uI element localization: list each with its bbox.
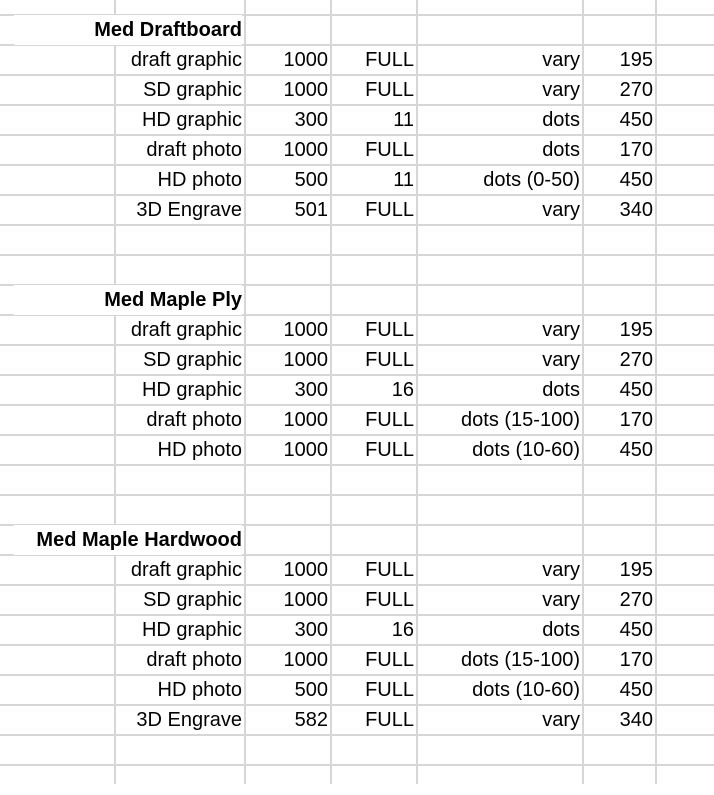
- detail-cell[interactable]: [418, 765, 580, 795]
- mode-cell[interactable]: [116, 765, 242, 795]
- mode-cell[interactable]: HD graphic: [141, 109, 242, 131]
- speed-cell[interactable]: FULL: [365, 559, 414, 581]
- speed-cell[interactable]: 11: [393, 169, 414, 191]
- detail-cell[interactable]: vary: [542, 589, 580, 611]
- power-cell[interactable]: [246, 255, 328, 285]
- time-cell[interactable]: 195: [619, 559, 653, 581]
- mode-cell[interactable]: SD graphic: [143, 79, 242, 101]
- mode-cell[interactable]: 3D Engrave: [136, 199, 242, 221]
- power-cell[interactable]: 1000: [283, 319, 328, 341]
- mode-cell[interactable]: HD photo: [157, 169, 242, 191]
- detail-cell[interactable]: [418, 255, 580, 285]
- time-cell[interactable]: 270: [619, 349, 653, 371]
- power-cell[interactable]: 1000: [283, 649, 328, 671]
- material-header-cell[interactable]: Med Maple Hardwood: [14, 525, 242, 555]
- detail-cell[interactable]: dots: [542, 379, 580, 401]
- power-cell[interactable]: 501: [294, 199, 328, 221]
- power-cell[interactable]: 1000: [283, 79, 328, 101]
- time-cell[interactable]: 450: [619, 439, 653, 461]
- detail-cell[interactable]: dots: [542, 139, 580, 161]
- material-header-cell[interactable]: Med Draftboard: [14, 15, 242, 45]
- time-cell[interactable]: 340: [619, 709, 653, 731]
- detail-cell[interactable]: vary: [542, 709, 580, 731]
- speed-cell[interactable]: [332, 735, 414, 765]
- detail-cell[interactable]: dots (15-100): [461, 649, 580, 671]
- time-cell[interactable]: 170: [619, 139, 653, 161]
- mode-cell[interactable]: draft photo: [146, 409, 242, 431]
- detail-cell[interactable]: vary: [542, 559, 580, 581]
- speed-cell[interactable]: [332, 765, 414, 795]
- speed-cell[interactable]: [332, 465, 414, 495]
- material-header-cell[interactable]: Med Maple Ply: [14, 285, 242, 315]
- time-cell[interactable]: 340: [619, 199, 653, 221]
- power-cell[interactable]: 1000: [283, 559, 328, 581]
- speed-cell[interactable]: [332, 255, 414, 285]
- mode-cell[interactable]: HD photo: [157, 439, 242, 461]
- time-cell[interactable]: [584, 465, 653, 495]
- mode-cell[interactable]: draft photo: [146, 649, 242, 671]
- time-cell[interactable]: 270: [619, 79, 653, 101]
- power-cell[interactable]: [246, 495, 328, 525]
- power-cell[interactable]: 300: [294, 379, 328, 401]
- speed-cell[interactable]: FULL: [365, 79, 414, 101]
- time-cell[interactable]: [584, 495, 653, 525]
- detail-cell[interactable]: [418, 225, 580, 255]
- time-cell[interactable]: 450: [619, 619, 653, 641]
- mode-cell[interactable]: [116, 255, 242, 285]
- power-cell[interactable]: 500: [294, 169, 328, 191]
- detail-cell[interactable]: vary: [542, 349, 580, 371]
- time-cell[interactable]: 450: [619, 679, 653, 701]
- power-cell[interactable]: 500: [294, 679, 328, 701]
- power-cell[interactable]: 1000: [283, 439, 328, 461]
- mode-cell[interactable]: HD graphic: [141, 619, 242, 641]
- mode-cell[interactable]: SD graphic: [143, 349, 242, 371]
- time-cell[interactable]: 195: [619, 49, 653, 71]
- mode-cell[interactable]: HD graphic: [141, 379, 242, 401]
- time-cell[interactable]: 170: [619, 649, 653, 671]
- power-cell[interactable]: [246, 735, 328, 765]
- power-cell[interactable]: 1000: [283, 349, 328, 371]
- speed-cell[interactable]: 16: [391, 619, 414, 641]
- detail-cell[interactable]: dots (0-50): [483, 169, 580, 191]
- detail-cell[interactable]: vary: [542, 199, 580, 221]
- mode-cell[interactable]: HD photo: [157, 679, 242, 701]
- speed-cell[interactable]: 11: [393, 109, 414, 131]
- speed-cell[interactable]: FULL: [365, 409, 414, 431]
- speed-cell[interactable]: FULL: [365, 439, 414, 461]
- grid-column-line: [655, 0, 657, 784]
- mode-cell[interactable]: [116, 735, 242, 765]
- time-cell[interactable]: 450: [619, 379, 653, 401]
- detail-cell[interactable]: dots (10-60): [472, 679, 580, 701]
- speed-cell[interactable]: 16: [391, 379, 414, 401]
- speed-cell[interactable]: FULL: [365, 139, 414, 161]
- detail-cell[interactable]: vary: [542, 319, 580, 341]
- detail-cell[interactable]: dots (15-100): [461, 409, 580, 431]
- power-cell[interactable]: [246, 225, 328, 255]
- mode-cell[interactable]: [116, 465, 242, 495]
- detail-cell[interactable]: vary: [542, 79, 580, 101]
- time-cell[interactable]: [584, 255, 653, 285]
- time-cell[interactable]: 450: [619, 169, 653, 191]
- detail-cell[interactable]: [418, 735, 580, 765]
- power-cell[interactable]: 1000: [283, 589, 328, 611]
- mode-cell[interactable]: draft graphic: [130, 319, 242, 341]
- detail-cell[interactable]: [418, 495, 580, 525]
- mode-cell[interactable]: draft photo: [146, 139, 242, 161]
- speed-cell[interactable]: [332, 225, 414, 255]
- power-cell[interactable]: 582: [294, 709, 328, 731]
- power-cell[interactable]: 300: [294, 619, 328, 641]
- mode-cell[interactable]: 3D Engrave: [136, 709, 242, 731]
- power-cell[interactable]: [246, 465, 328, 495]
- detail-cell[interactable]: dots: [542, 619, 580, 641]
- mode-cell[interactable]: [116, 495, 242, 525]
- time-cell[interactable]: 270: [619, 589, 653, 611]
- speed-cell[interactable]: FULL: [365, 49, 414, 71]
- power-cell[interactable]: 1000: [283, 409, 328, 431]
- power-cell[interactable]: 300: [294, 109, 328, 131]
- time-cell[interactable]: [584, 765, 653, 795]
- mode-cell[interactable]: draft graphic: [130, 49, 242, 71]
- speed-cell[interactable]: FULL: [365, 709, 414, 731]
- speed-cell[interactable]: FULL: [365, 319, 414, 341]
- mode-cell[interactable]: SD graphic: [143, 589, 242, 611]
- power-cell[interactable]: 1000: [283, 139, 328, 161]
- speed-cell[interactable]: FULL: [365, 199, 414, 221]
- time-cell[interactable]: 195: [619, 319, 653, 341]
- detail-cell[interactable]: vary: [542, 49, 580, 71]
- speed-cell[interactable]: FULL: [365, 589, 414, 611]
- time-cell[interactable]: [584, 735, 653, 765]
- time-cell[interactable]: 450: [619, 109, 653, 131]
- mode-cell[interactable]: draft graphic: [130, 559, 242, 581]
- speed-cell[interactable]: FULL: [365, 349, 414, 371]
- power-cell[interactable]: [246, 765, 328, 795]
- time-cell[interactable]: [584, 225, 653, 255]
- detail-cell[interactable]: [418, 465, 580, 495]
- mode-cell[interactable]: [116, 225, 242, 255]
- time-cell[interactable]: 170: [619, 409, 653, 431]
- speed-cell[interactable]: FULL: [365, 649, 414, 671]
- speed-cell[interactable]: [332, 495, 414, 525]
- power-cell[interactable]: 1000: [283, 49, 328, 71]
- detail-cell[interactable]: dots (10-60): [472, 439, 580, 461]
- detail-cell[interactable]: dots: [542, 109, 580, 131]
- speed-cell[interactable]: FULL: [365, 679, 414, 701]
